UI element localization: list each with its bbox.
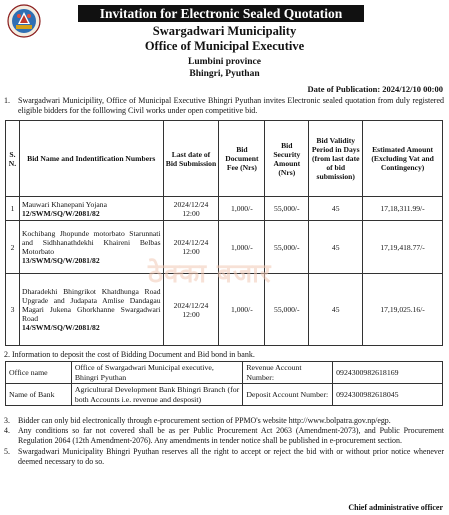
bank-row (6, 384, 443, 406)
deposit-text: Information to deposit the cost of Bidding Document and Bid bond in bank. (12, 350, 255, 359)
submission-date-cell (163, 197, 219, 221)
col-doc-fee: Bid Document Fee (Nrs) (219, 121, 265, 197)
bid-code: 13/SWM/SQ/W/2081/82 (21, 256, 100, 265)
intro-text: Swargadwari Municipility, Office of Municipal Executive Bhingri Pyuthan invites Electronic sealed quotation from duly registered eligible bidders for the folllowing Civil works under open competitive bid. (18, 96, 444, 115)
deposit-account: 0924300982618045 (333, 384, 443, 406)
row-sn: 2 (6, 221, 20, 274)
submission-time: 12:00 (182, 208, 200, 218)
validity-days: 45 (309, 221, 363, 274)
publication-date: Date of Publication: 2024/12/10 00:00 (307, 84, 443, 94)
municipality-name: Swargadwari Municipality (152, 24, 297, 38)
security-amount: 55,000/- (265, 274, 309, 346)
bid-name: Mauwari Khanepani Yojana (21, 199, 107, 209)
list-item (4, 416, 444, 426)
province-name: Lumbini province (188, 57, 261, 67)
revenue-account: 0924300982618169 (333, 362, 443, 384)
signer-title: Chief administrative officer (348, 503, 443, 512)
bid-name: Dharadekhi Bhingrikot Khatdhunga Road Upgrade and Judapata Amlise Dandagau Magari Jukena Ghorkhanne Swargadwari Road (21, 287, 161, 323)
revenue-label: Revenue Account Number: (243, 362, 333, 384)
security-amount: 55,000/- (265, 221, 309, 274)
watermark: ठेक्का बजार (148, 259, 272, 289)
bid-name: Kochibang Jhopunde motorbato Starunnati and Sidhhanathdekhi Khaireni Belbas Motorbato (21, 229, 161, 256)
list-item (4, 447, 444, 467)
col-last-date: Last date of Bid Submission (163, 121, 219, 197)
office-label: Office name (6, 362, 72, 384)
estimated-amount: 17,18,311.99/- (363, 197, 443, 221)
estimated-amount: 17,19,025.16/- (363, 274, 443, 346)
validity-days: 45 (309, 197, 363, 221)
intro-number: 1. (4, 96, 10, 105)
bid-name-cell (19, 274, 163, 346)
submission-date: 2024/12/24 (173, 300, 209, 310)
location: Bhingri, Pyuthan (189, 69, 260, 79)
deposit-number: 2. (4, 350, 10, 359)
security-amount: 55,000/- (265, 197, 309, 221)
col-security: Bid Security Amount (Nrs) (265, 121, 309, 197)
row-sn: 3 (6, 274, 20, 346)
table-row (6, 197, 443, 221)
note-text: Any conditions so far not covered shall be as per Public Procurement Act 2063 (Amendment-2073), and Public Procurement Regulation 2064 (12th Amendment-2076). Any amendments in tender notice shall be published in e-procurement section. (18, 426, 444, 446)
bid-name-cell (19, 221, 163, 274)
doc-fee: 1,000/- (219, 274, 265, 346)
notice-banner: Invitation for Electronic Sealed Quotation (78, 5, 364, 22)
doc-fee: 1,000/- (219, 197, 265, 221)
submission-date: 2024/12/24 (173, 238, 209, 247)
submission-time: 12:00 (182, 247, 200, 256)
office-name: Office of Municipal Executive (144, 39, 305, 53)
col-validity: Bid Validity Period in Days (from last date of bid submission) (309, 121, 363, 197)
note-text: Bidder can only bid electronically through e-procurement section of PPMO's website http://www.bolpatra.gov.np/egp. (18, 416, 391, 425)
office-value: Office of Swargadwari Municipal executive, Bhingri Pyuthan (71, 362, 243, 384)
note-text: Swargadwari Municipality Bhingri Pyuthan reserves all the right to accept or reject the bid with or without prior notice whenever deemed necessary to do so. (18, 446, 444, 466)
submission-date: 2024/12/24 (173, 199, 209, 209)
deposit-label: Deposit Account Number: (243, 384, 333, 406)
intro-paragraph (4, 96, 444, 116)
doc-fee: 1,000/- (219, 221, 265, 274)
bid-code: 12/SWM/SQ/W/2081/82 (21, 208, 100, 218)
row-sn: 1 (6, 197, 20, 221)
note-number: 3. (4, 416, 10, 425)
bank-label: Name of Bank (6, 384, 72, 406)
deposit-heading (4, 350, 444, 360)
bid-code: 14/SWM/SQ/W/2081/82 (21, 323, 100, 332)
bank-table (5, 361, 443, 406)
bank-value: Agricultural Development Bank Bhingri Branch (for both Accounts i.e. revenue and desposit) (71, 384, 243, 406)
bank-row (6, 362, 443, 384)
bid-table-header (6, 121, 443, 197)
note-number: 4. (4, 426, 10, 436)
col-sn: S. N. (6, 121, 20, 197)
validity-days: 45 (309, 274, 363, 346)
bid-name-cell (19, 197, 163, 221)
col-estimate: Estimated Amount (Excluding Vat and Contingency) (363, 121, 443, 197)
estimated-amount: 17,19,418.77/- (363, 221, 443, 274)
submission-time: 12:00 (182, 309, 200, 319)
note-number: 5. (4, 446, 10, 456)
bid-table (5, 120, 443, 346)
notes-list (4, 416, 444, 467)
col-bid-name: Bid Name and Indentification Numbers (19, 121, 163, 197)
list-item (4, 426, 444, 446)
